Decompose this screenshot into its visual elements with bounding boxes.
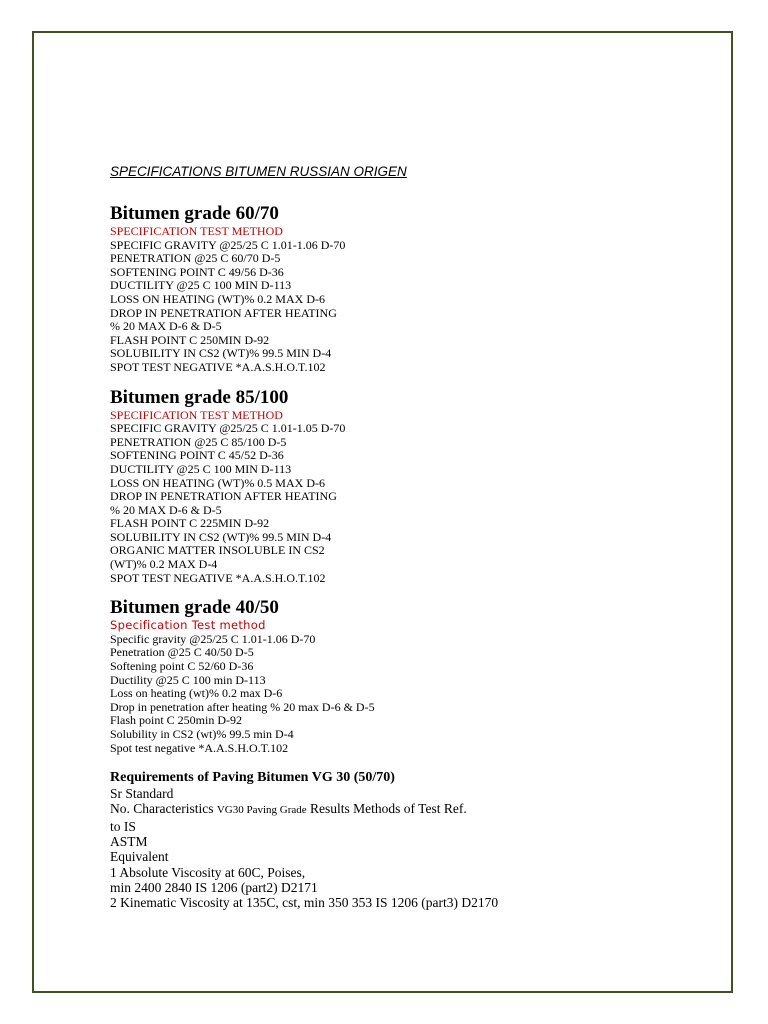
requirements-list	[110, 786, 710, 910]
spec-line: SOFTENING POINT C 49/56 D-36	[110, 264, 284, 279]
spec-line: Drop in penetration after heating % 20 max D-6 & D-5	[110, 699, 375, 714]
spec-line: SOLUBILITY IN CS2 (WT)% 99.5 MIN D-4	[110, 529, 332, 544]
spec-line: Ductility @25 C 100 min D-113	[110, 672, 266, 687]
requirements-line: to IS	[110, 818, 136, 834]
spec-line: Spot test negative *A.A.S.H.O.T.102	[110, 740, 289, 755]
requirements-line: Equivalent	[110, 849, 169, 865]
requirements-heading: Requirements of Paving Bitumen VG 30 (50/70)	[110, 770, 395, 786]
spec-line: SPECIFIC GRAVITY @25/25 C 1.01-1.06 D-70	[110, 237, 346, 252]
spec-column-header: SPECIFICATION TEST METHOD	[110, 224, 283, 238]
requirements-grade-label: VG30 Paving Grade	[216, 804, 307, 817]
spec-line: SOLUBILITY IN CS2 (WT)% 99.5 MIN D-4	[110, 346, 332, 361]
grade-section-85-100	[110, 387, 710, 586]
grade-section-60-70	[110, 203, 710, 375]
spec-line: Penetration @25 C 40/50 D-5	[110, 645, 254, 660]
spec-line: (WT)% 0.2 MAX D-4	[110, 557, 218, 572]
spec-line: Loss on heating (wt)% 0.2 max D-6	[110, 686, 283, 701]
spec-line: SPOT TEST NEGATIVE *A.A.S.H.O.T.102	[110, 359, 326, 374]
spec-line: Solubility in CS2 (wt)% 99.5 min D-4	[110, 727, 294, 741]
spec-line: PENETRATION @25 C 60/70 D-5	[110, 251, 281, 266]
document-body	[110, 163, 710, 911]
spec-line: DROP IN PENETRATION AFTER HEATING	[110, 489, 337, 504]
spec-line: ORGANIC MATTER INSOLUBLE IN CS2	[110, 543, 325, 558]
grade-heading: Bitumen grade 40/50	[110, 597, 279, 619]
requirements-line: 2 Kinematic Viscosity at 135C, cst, min 350 353 IS 1206 (part3) D2170	[110, 895, 499, 911]
requirements-line: ASTM	[110, 834, 148, 850]
spec-line: SPOT TEST NEGATIVE *A.A.S.H.O.T.102	[110, 570, 326, 585]
requirements-text: No. Characteristics	[110, 801, 217, 817]
spec-line: DUCTILITY @25 C 100 MIN D-113	[110, 461, 292, 476]
spec-line: SPECIFIC GRAVITY @25/25 C 1.01-1.05 D-70	[110, 421, 346, 436]
spec-line: % 20 MAX D-6 & D-5	[110, 319, 222, 334]
spec-line: DROP IN PENETRATION AFTER HEATING	[110, 305, 337, 320]
requirements-section	[110, 769, 710, 910]
spec-line: SOFTENING POINT C 45/52 D-36	[110, 448, 284, 463]
spec-list	[110, 633, 710, 755]
spec-line: PENETRATION @25 C 85/100 D-5	[110, 434, 287, 449]
requirements-line: min 2400 2840 IS 1206 (part2) D2171	[110, 879, 318, 895]
spec-line: FLASH POINT C 250MIN D-92	[110, 332, 270, 347]
grade-heading: Bitumen grade 85/100	[110, 386, 289, 408]
spec-line: Specific gravity @25/25 C 1.01-1.06 D-70	[110, 631, 316, 646]
spec-line: LOSS ON HEATING (WT)% 0.5 MAX D-6	[110, 475, 325, 490]
spec-list	[110, 239, 710, 375]
requirements-line: 1 Absolute Viscosity at 60C, Poises,	[110, 864, 306, 880]
spec-line: % 20 MAX D-6 & D-5	[110, 502, 222, 517]
spec-column-header: SPECIFICATION TEST METHOD	[110, 407, 283, 422]
spec-line: Softening point C 52/60 D-36	[110, 659, 254, 674]
grade-section-40-50	[110, 597, 710, 755]
requirements-line	[110, 801, 710, 818]
requirements-text: Results Methods of Test Ref.	[306, 801, 467, 817]
spec-line: Flash point C 250min D-92	[110, 713, 243, 728]
spec-line: DUCTILITY @25 C 100 MIN D-113	[110, 278, 292, 293]
document-title: SPECIFICATIONS BITUMEN RUSSIAN ORIGEN	[110, 164, 407, 179]
spec-column-header: Specification Test method	[110, 618, 266, 633]
requirements-line: Sr Standard	[110, 786, 174, 802]
spec-line: FLASH POINT C 225MIN D-92	[110, 516, 270, 531]
spec-line: LOSS ON HEATING (WT)% 0.2 MAX D-6	[110, 291, 325, 306]
grade-heading: Bitumen grade 60/70	[110, 203, 279, 224]
spec-list	[110, 422, 710, 585]
